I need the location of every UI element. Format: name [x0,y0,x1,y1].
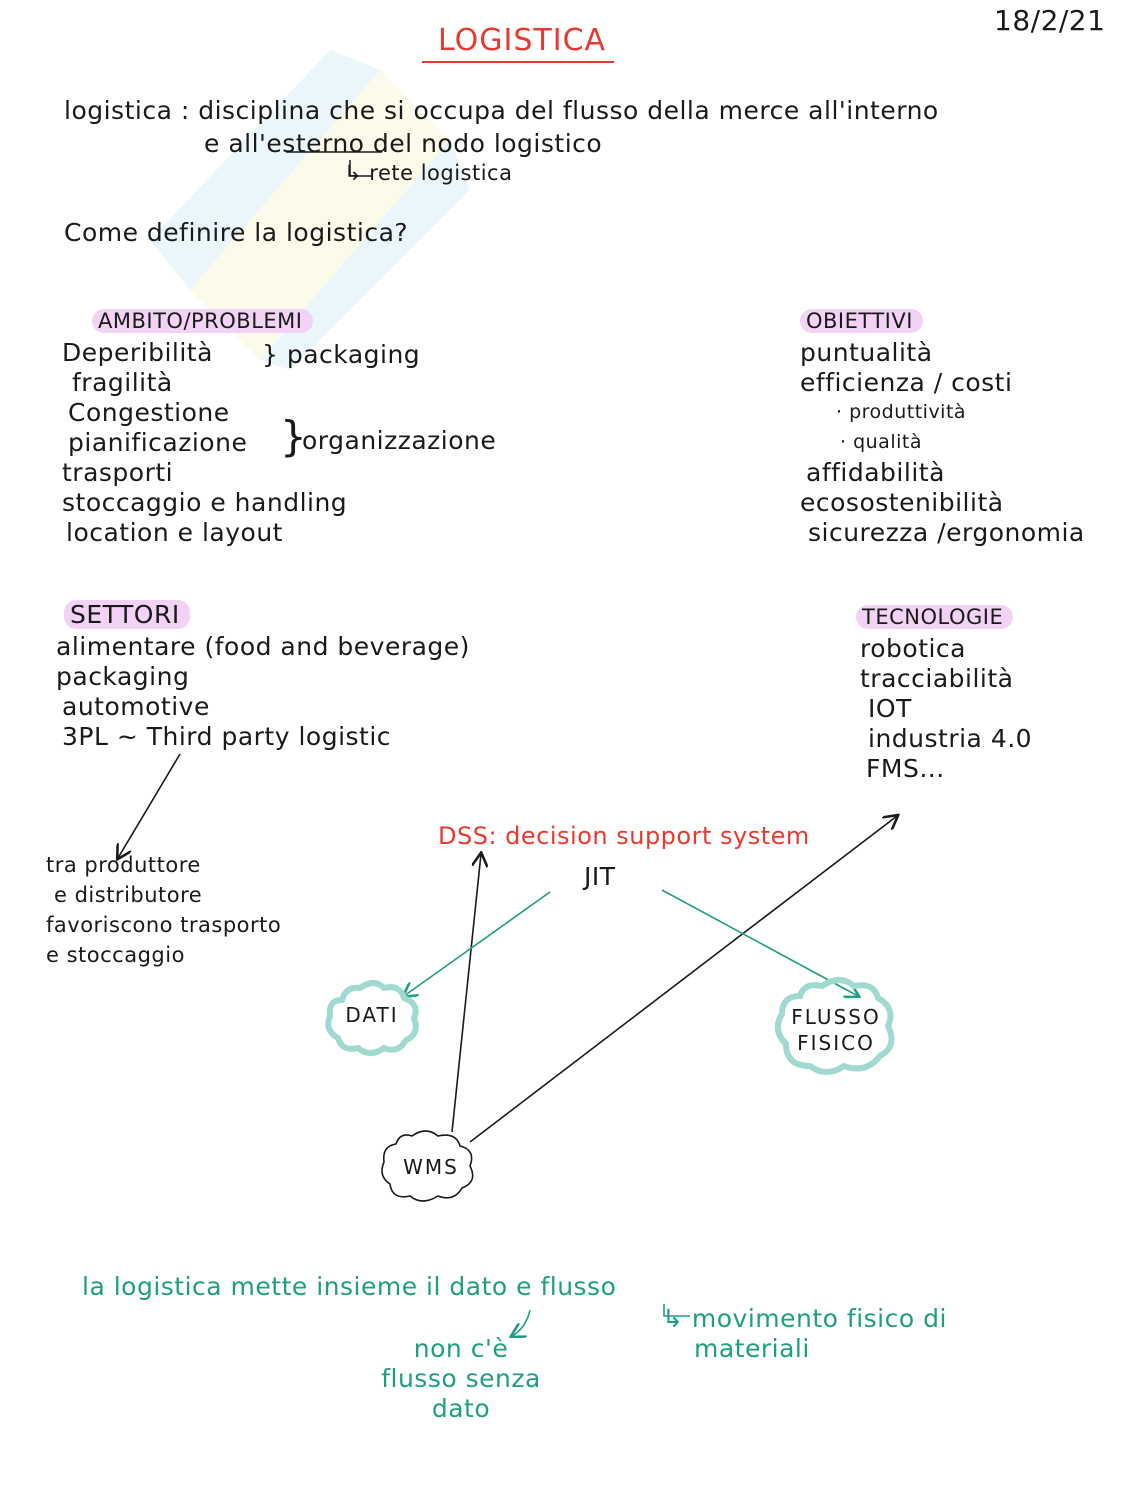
obiettivi-item: · qualità [840,431,922,453]
footer-note-left-line: non c'è [413,1334,509,1363]
brace-packaging-label: } packaging [262,340,421,369]
settori-item: 3PL ~ Third party logistic [62,722,392,751]
tecnologie-item: tracciabilità [860,664,1014,693]
tecnologie-item: IOT [868,694,912,723]
settori-item: packaging [56,662,190,691]
footer-main: la logistica mette insieme il dato e flusso [82,1272,617,1301]
settori-note-line: e stoccaggio [46,943,185,967]
definition-line-1: logistica : disciplina che si occupa del flusso della merce all'interno [64,96,939,125]
settori-heading-label: SETTORI [64,600,190,629]
obiettivi-item: puntualità [800,338,933,367]
settori-note-line: tra produttore [46,853,201,877]
obiettivi-item: · produttività [836,401,967,423]
ambito-item: Deperibilità [62,338,213,367]
flusso-label-line: FLUSSO [791,1005,881,1029]
tecnologie-heading-label: TECNOLOGIE [856,605,1013,629]
footer-note-left-line: flusso senza [381,1364,541,1393]
page-title: LOGISTICA [438,23,607,58]
obiettivi-item: ecosostenibilità [800,488,1004,517]
flusso-label-line: FISICO [797,1031,875,1055]
dati-label: DATI [345,1003,399,1027]
obiettivi-item: affidabilità [806,458,945,487]
ambito-item: stoccaggio e handling [62,488,348,517]
tecnologie-item: FMS... [866,754,945,783]
ambito-item: pianificazione [68,428,248,457]
wms-label: WMS [403,1155,459,1179]
footer-note-right-2: materiali [694,1334,810,1363]
settori-note-line: favoriscono trasporto [46,913,282,937]
tecnologie-item: industria 4.0 [868,724,1033,753]
question-text: Come definire la logistica? [64,218,409,247]
obiettivi-heading-label: OBIETTIVI [800,309,923,333]
dss-label: DSS: decision support system [438,822,810,850]
ambito-heading-label: AMBITO/PROBLEMI [92,309,313,333]
ambito-item: location e layout [66,518,283,547]
footer-note-left-line: dato [431,1394,491,1423]
tecnologie-item: robotica [860,634,967,663]
obiettivi-item: sicurezza /ergonomia [808,518,1085,547]
page-date: 18/2/21 [994,4,1106,37]
footer-note-right-1: ↳ movimento fisico di [662,1304,947,1333]
definition-line-2: e all'esterno del nodo logistico [204,129,603,158]
brace-packaging-text: packaging [286,340,421,369]
flusso-label [790,1004,882,1056]
obiettivi-item: efficienza / costi [800,368,1013,397]
jit-label: JIT [584,862,616,891]
settori-item: automotive [62,692,210,721]
brace-organizzazione-label: } [280,412,308,461]
settori-item: alimentare (food and beverage) [56,632,470,661]
ambito-item: trasporti [62,458,174,487]
ambito-item: fragilità [72,368,173,397]
footer-note-left [366,1334,556,1424]
ambito-item: Congestione [68,398,230,427]
brace-organizzazione-text: organizzazione [302,426,497,455]
rete-logistica-note: ↳ rete logistica [344,161,513,185]
settori-note-line: e distributore [54,883,203,907]
